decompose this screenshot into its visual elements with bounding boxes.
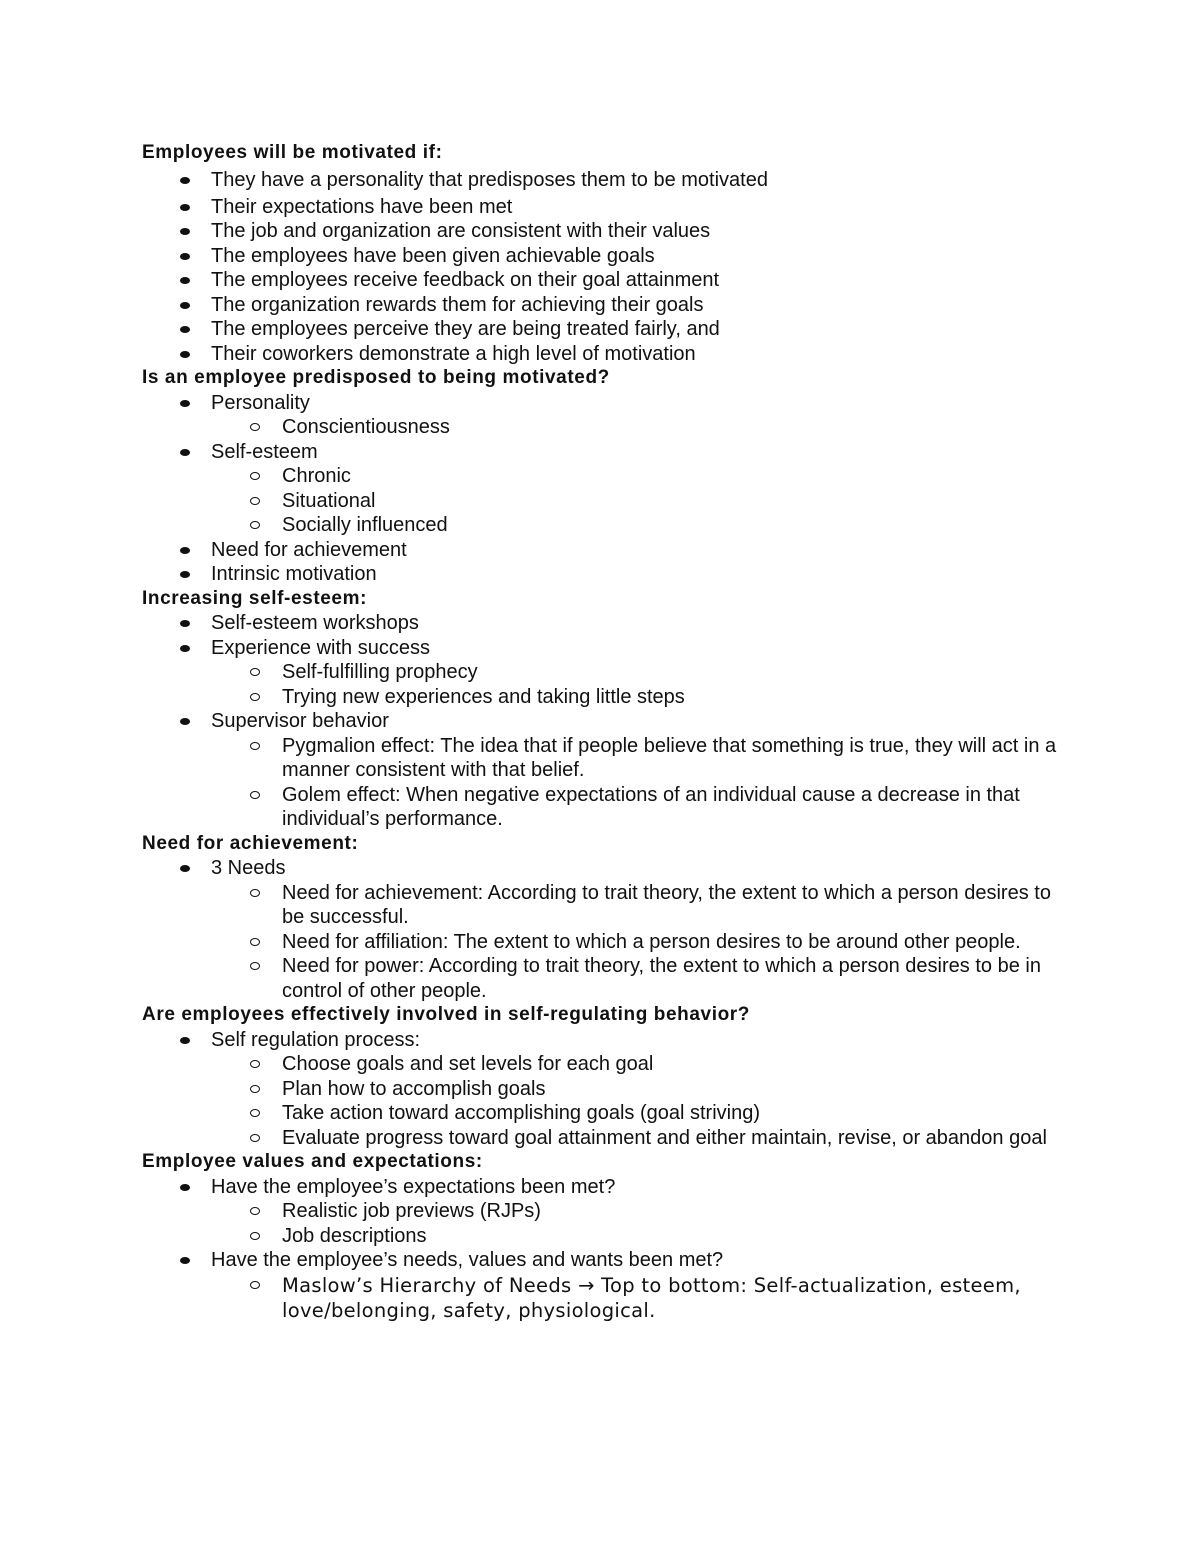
sub-list-item: Need for achievement: According to trait theory, the extent to which a person desires to be successful. xyxy=(142,881,1062,930)
bullet-icon xyxy=(180,620,190,627)
list-item: Personality xyxy=(142,391,1062,416)
list-item: Their expectations have been met xyxy=(142,195,1062,220)
bullet-icon xyxy=(180,400,190,407)
list-item: Supervisor behavior xyxy=(142,709,1062,734)
sub-list-item: Evaluate progress toward goal attainment and either maintain, revise, or abandon goal xyxy=(142,1126,1062,1151)
circle-bullet-icon xyxy=(250,962,260,970)
bullet-icon xyxy=(180,1037,190,1044)
sub-list-item: Choose goals and set levels for each goal xyxy=(142,1052,1062,1077)
sub-list-item: Conscientiousness xyxy=(142,415,1062,440)
sub-list-item: Golem effect: When negative expectations of an individual cause a decrease in that individual’s performance. xyxy=(142,783,1062,832)
sub-list-item: Chronic xyxy=(142,464,1062,489)
circle-bullet-icon xyxy=(250,472,260,480)
circle-bullet-icon xyxy=(250,889,260,897)
circle-bullet-icon xyxy=(250,1207,260,1215)
bullet-icon xyxy=(180,277,190,284)
section-heading: Increasing self-esteem: xyxy=(142,587,367,609)
list-item: The employees have been given achievable goals xyxy=(142,244,1062,269)
circle-bullet-icon xyxy=(250,1134,260,1142)
sub-list-item: Maslow’s Hierarchy of Needs → Top to bottom: Self-actualization, esteem, love/belonging, safety, physiological. xyxy=(142,1273,1062,1324)
list-item: Self regulation process: xyxy=(142,1028,1062,1053)
section-heading: Are employees effectively involved in self-regulating behavior? xyxy=(142,1004,750,1025)
sub-list-item: Take action toward accomplishing goals (goal striving) xyxy=(142,1101,1062,1126)
document-page xyxy=(142,141,1062,1324)
sub-list-item: Situational xyxy=(142,489,1062,514)
list-item: The employees receive feedback on their goal attainment xyxy=(142,268,1062,293)
circle-bullet-icon xyxy=(250,1232,260,1240)
circle-bullet-icon xyxy=(250,791,260,799)
bullet-icon xyxy=(180,228,190,235)
sub-list-item: Need for affiliation: The extent to which a person desires to be around other people. xyxy=(142,930,1062,955)
circle-bullet-icon xyxy=(250,423,260,431)
list-item: 3 Needs xyxy=(142,856,1062,881)
sub-list-item: Self-fulfilling prophecy xyxy=(142,660,1062,685)
circle-bullet-icon xyxy=(250,1060,260,1068)
sub-list-item: Trying new experiences and taking little steps xyxy=(142,685,1062,710)
list-item: Experience with success xyxy=(142,636,1062,661)
circle-bullet-icon xyxy=(250,668,260,676)
list-item: Have the employee’s needs, values and wants been met? xyxy=(142,1248,1062,1273)
bullet-icon xyxy=(180,302,190,309)
list-item: The employees perceive they are being treated fairly, and xyxy=(142,317,1062,342)
bullet-icon xyxy=(180,449,190,456)
bullet-icon xyxy=(180,645,190,652)
bullet-icon xyxy=(180,571,190,578)
circle-bullet-icon xyxy=(250,521,260,529)
circle-bullet-icon xyxy=(250,742,260,750)
section-heading: Employees will be motivated if: xyxy=(142,142,443,163)
bullet-icon xyxy=(180,326,190,333)
sub-list-item: Realistic job previews (RJPs) xyxy=(142,1199,1062,1224)
sub-list-item: Job descriptions xyxy=(142,1224,1062,1249)
list-item: Self-esteem workshops xyxy=(142,611,1062,636)
list-item: Intrinsic motivation xyxy=(142,562,1062,587)
sub-list-item: Need for power: According to trait theory, the extent to which a person desires to be in control of other people. xyxy=(142,954,1062,1003)
bullet-icon xyxy=(180,865,190,872)
section-heading: Is an employee predisposed to being motivated? xyxy=(142,367,610,388)
bullet-icon xyxy=(180,547,190,554)
circle-bullet-icon xyxy=(250,938,260,946)
list-item: The job and organization are consistent with their values xyxy=(142,219,1062,244)
bullet-icon xyxy=(180,177,190,184)
bullet-icon xyxy=(180,253,190,260)
list-item: The organization rewards them for achieving their goals xyxy=(142,293,1062,318)
list-item: Their coworkers demonstrate a high level of motivation xyxy=(142,342,1062,367)
sub-list-item: Pygmalion effect: The idea that if people believe that something is true, they will act in a manner consistent with that belief. xyxy=(142,734,1062,783)
section-heading: Employee values and expectations: xyxy=(142,1151,483,1172)
bullet-icon xyxy=(180,1184,190,1191)
circle-bullet-icon xyxy=(250,1281,260,1289)
circle-bullet-icon xyxy=(250,1109,260,1117)
bullet-icon xyxy=(180,204,190,211)
list-item: Have the employee’s expectations been met? xyxy=(142,1175,1062,1200)
list-item: Need for achievement xyxy=(142,538,1062,563)
list-item: They have a personality that predisposes them to be motivated xyxy=(142,166,1062,195)
bullet-icon xyxy=(180,1257,190,1264)
bullet-icon xyxy=(180,718,190,725)
sub-list-item: Plan how to accomplish goals xyxy=(142,1077,1062,1102)
section-heading: Need for achievement: xyxy=(142,832,359,854)
circle-bullet-icon xyxy=(250,497,260,505)
list-item: Self-esteem xyxy=(142,440,1062,465)
bullet-icon xyxy=(180,351,190,358)
circle-bullet-icon xyxy=(250,1085,260,1093)
circle-bullet-icon xyxy=(250,693,260,701)
sub-list-item: Socially influenced xyxy=(142,513,1062,538)
